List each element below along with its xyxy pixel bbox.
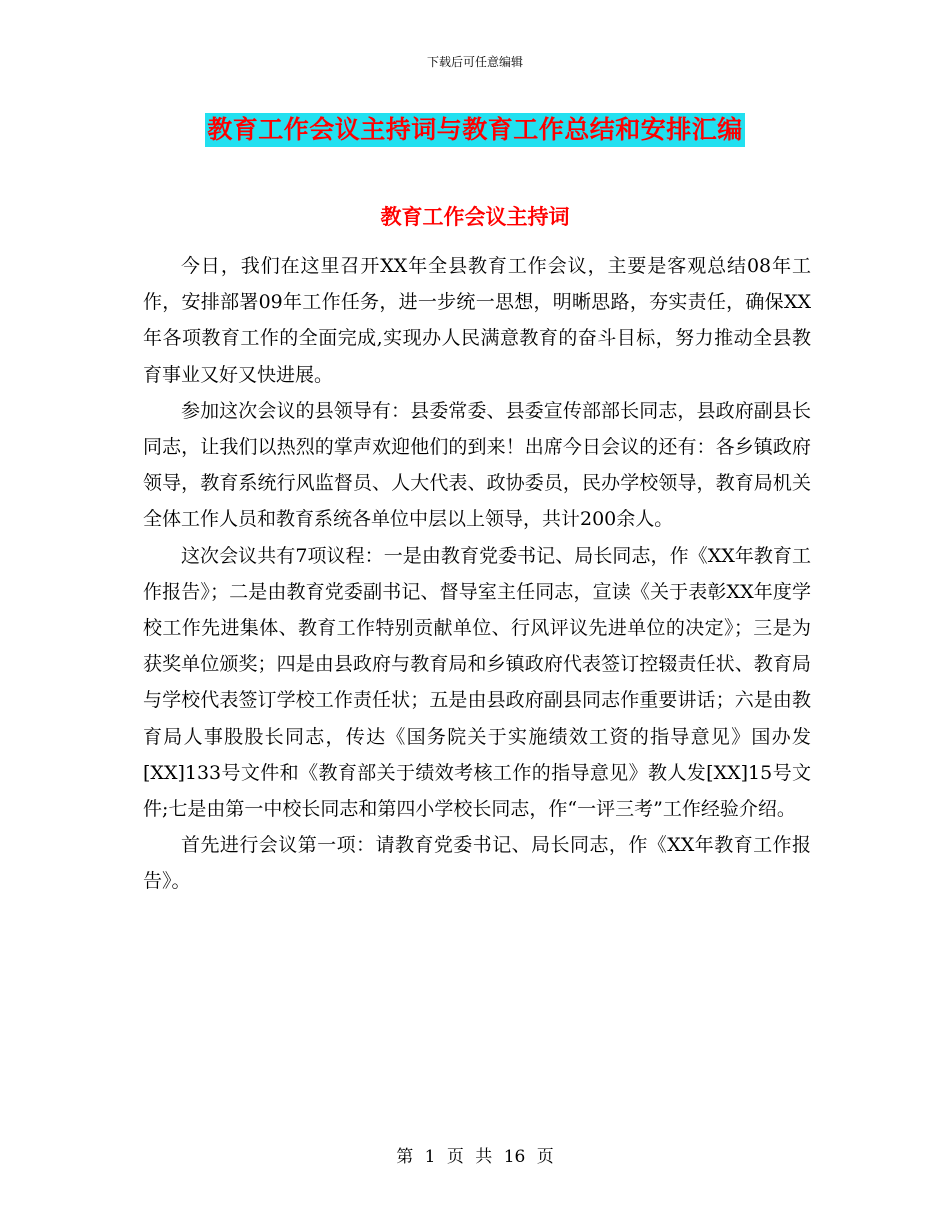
document-body (143, 248, 811, 900)
main-title-container (0, 113, 950, 147)
paragraph-opening: 今日，我们在这里召开XX年全县教育工作会议，主要是客观总结08年工作，安排部署09年工作任务，进一步统一思想，明晰思路，夯实责任，确保XX年各项教育工作的全面完成,实现办人民满意教育的奋斗目标，努力推动全县教育事业又好又快进展。 (143, 255, 811, 386)
section-title: 教育工作会议主持词 (380, 205, 570, 229)
paragraph-attendees: 参加这次会议的县领导有：县委常委、县委宣传部部长同志，县政府副县长同志，让我们以热烈的掌声欢迎他们的到来！出席今日会议的还有：各乡镇政府领导，教育系统行风监督员、人大代表、政协委员，民办学校领导，教育局机关全体工作人员和教育系统各单位中层以上领导，共计200余人。 (143, 399, 811, 531)
page-number-footer: 第 1 页 共 16 页 (396, 1147, 554, 1167)
paragraph-agenda: 这次会议共有7项议程：一是由教育党委书记、局长同志，作《XX年教育工作报告》；二是由教育党委副书记、督导室主任同志，宣读《关于表彰XX年度学校工作先进集体、教育工作特别贡献单位、行风评议先进单位的决定》；三是为获奖单位颁奖；四是由县政府与教育局和乡镇政府代表签订控辍责任状、教育局与学校代表签订学校工作责任状；五是由县政府副县同志作重要讲话；六是由教育局人事股股长同志，传达《国务院关于实施绩效工资的指导意见》国办发[XX]133号文件和《教育部关于绩效考核工作的指导意见》教人发[XX]15号文件;七是由第一中校长同志和第四小学校长同志，作“一评三考”工作经验介绍。 (143, 544, 811, 821)
paragraph-first-item: 首先进行会议第一项：请教育党委书记、局长同志，作《XX年教育工作报告》。 (143, 834, 811, 893)
document-main-title: 教育工作会议主持词与教育工作总结和安排汇编 (205, 113, 745, 147)
header-note: 下载后可任意编辑 (426, 55, 523, 69)
